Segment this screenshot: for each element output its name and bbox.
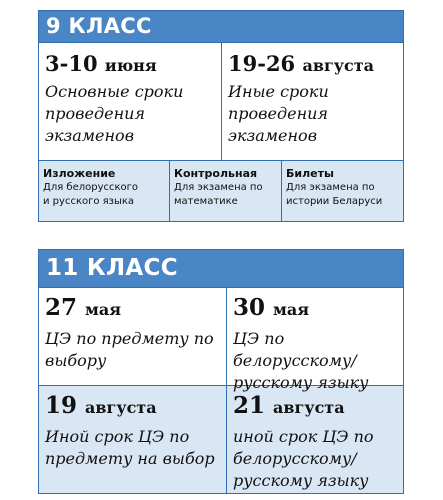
desc-line: белорусскому/ xyxy=(233,449,357,468)
grade9-title: 9 КЛАСС xyxy=(39,11,403,42)
exam-date xyxy=(45,392,220,422)
desc-line: экзаменов xyxy=(45,126,134,145)
exam-date-day: 30 xyxy=(233,294,266,321)
exam-date-month: августа xyxy=(85,398,157,417)
info-text-line: Для экзамена по xyxy=(174,182,263,193)
grade9-main-date-month: июня xyxy=(104,56,157,75)
info-text-line: Для экзамена по xyxy=(286,182,375,193)
grade9-other-date-days: 19-26 xyxy=(228,51,296,76)
desc-line: русскому языку xyxy=(233,373,369,392)
desc-line: проведения xyxy=(228,104,329,123)
exam-date xyxy=(233,392,397,422)
info-cell-presentation xyxy=(39,161,169,221)
grade11-block xyxy=(38,249,404,494)
grade9-other-description xyxy=(228,81,397,147)
exam-date-month: августа xyxy=(273,398,345,417)
desc-line: иной срок ЦЭ по xyxy=(233,427,374,446)
grade9-info-row xyxy=(39,160,403,221)
info-text-line: и русского языка xyxy=(43,196,135,207)
grade9-main-period-cell xyxy=(39,43,221,160)
info-text-line: Для белорусского xyxy=(43,182,139,193)
info-cell-tickets xyxy=(281,161,403,221)
exam-description xyxy=(233,426,397,492)
desc-line: ЦЭ по xyxy=(233,329,285,348)
grade11-cell-19-august xyxy=(39,386,226,493)
grade9-main-date-days: 3-10 xyxy=(45,51,98,76)
desc-line: ЦЭ по предмету по xyxy=(45,329,214,348)
desc-line: проведения xyxy=(45,104,146,123)
info-title: Изложение xyxy=(43,167,116,180)
grade11-cell-30-may xyxy=(226,288,403,392)
grade11-row-august xyxy=(39,385,403,493)
desc-line: выбору xyxy=(45,351,107,370)
exam-date xyxy=(233,294,397,324)
exam-date-month: мая xyxy=(85,300,122,319)
desc-line: Иные сроки xyxy=(228,82,329,101)
grade9-main-row xyxy=(39,42,403,160)
grade9-main-date xyxy=(45,51,215,79)
exam-description xyxy=(45,328,220,372)
grade9-other-date xyxy=(228,51,397,79)
grade9-block xyxy=(38,10,404,222)
exam-date-day: 21 xyxy=(233,392,266,419)
desc-line: Основные сроки xyxy=(45,82,184,101)
exam-description xyxy=(45,426,220,470)
exam-date-month: мая xyxy=(273,300,310,319)
exam-date-day: 27 xyxy=(45,294,78,321)
info-text-line: истории Беларуси xyxy=(286,196,383,207)
grade11-cell-21-august xyxy=(226,386,403,493)
desc-line: Иной срок ЦЭ по xyxy=(45,427,190,446)
grade9-other-date-month: августа xyxy=(302,56,375,75)
info-title: Контрольная xyxy=(174,167,258,180)
desc-line: предмету на выбор xyxy=(45,449,215,468)
grade9-other-period-cell xyxy=(221,43,403,160)
grade11-row-may xyxy=(39,287,403,392)
info-title: Билеты xyxy=(286,167,334,180)
info-text-line: математике xyxy=(174,196,238,207)
desc-line: русскому языку xyxy=(233,471,369,490)
info-cell-test xyxy=(169,161,281,221)
grade11-cell-27-may xyxy=(39,288,226,385)
grade11-title: 11 КЛАСС xyxy=(39,250,403,287)
exam-date xyxy=(45,294,220,324)
exam-date-day: 19 xyxy=(45,392,78,419)
desc-line: экзаменов xyxy=(228,126,317,145)
grade9-main-description xyxy=(45,81,215,147)
desc-line: белорусскому/ xyxy=(233,351,357,370)
exam-description xyxy=(233,328,397,394)
